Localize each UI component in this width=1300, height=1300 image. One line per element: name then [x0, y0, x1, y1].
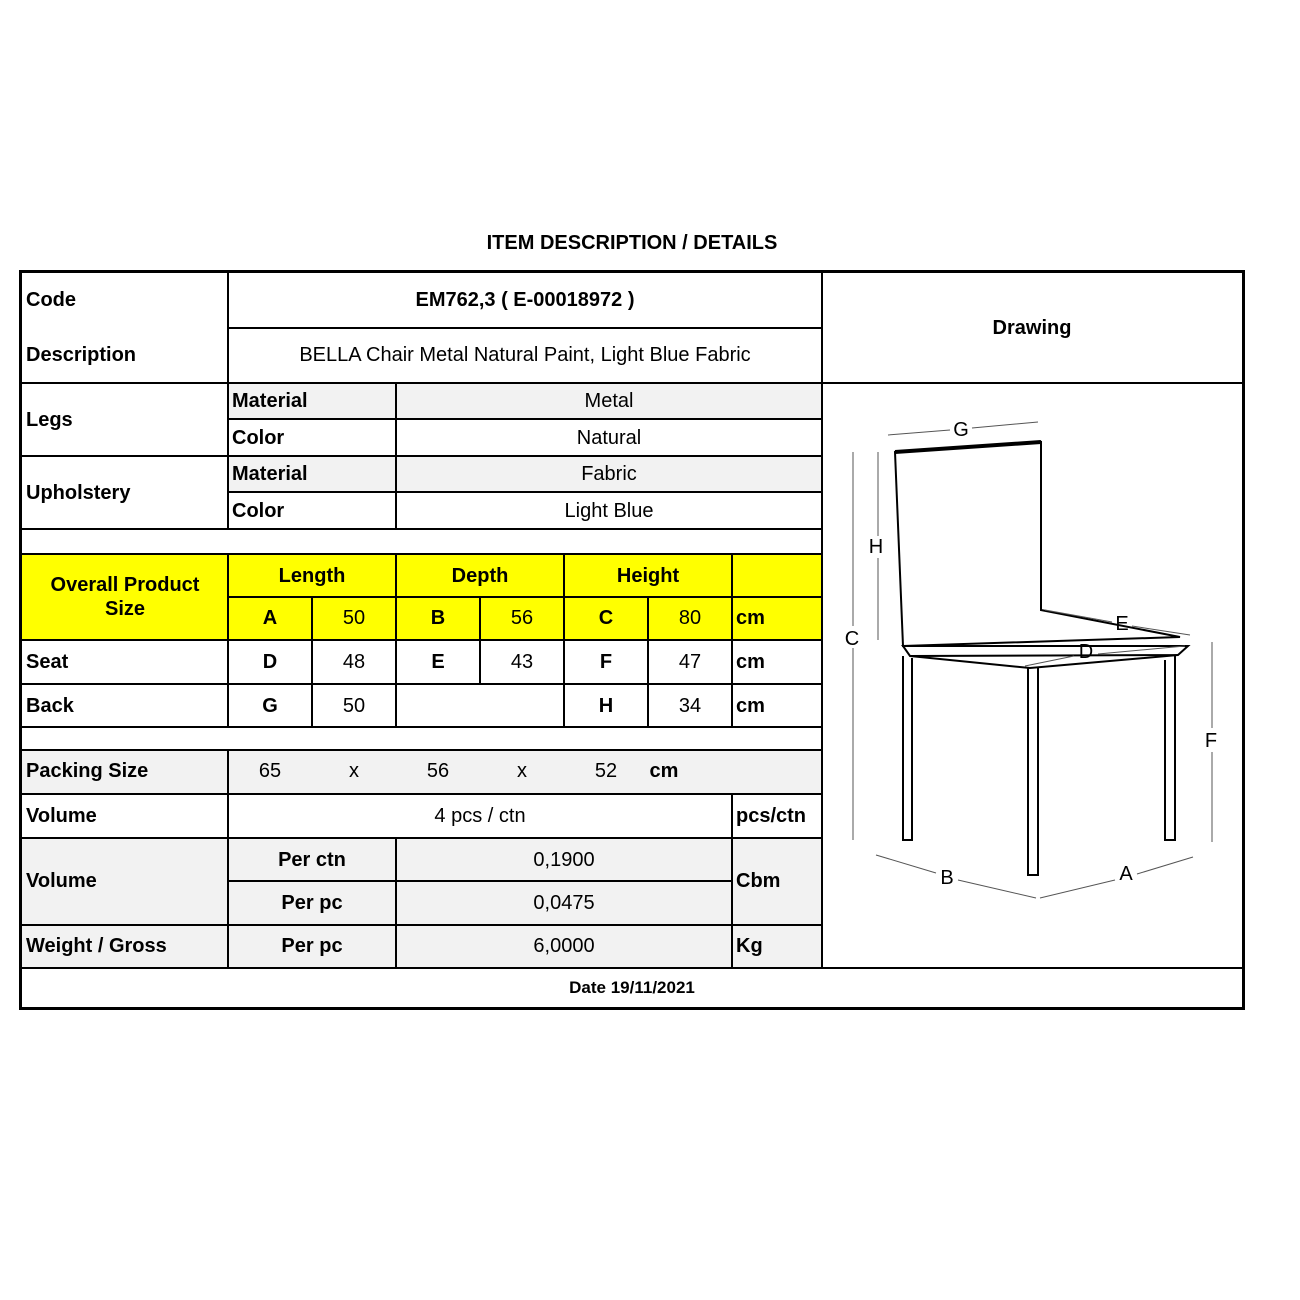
overall-h-code: C: [598, 607, 614, 629]
volume-pcs-unit: pcs/ctn: [736, 804, 807, 827]
back-l-value: 50: [342, 694, 366, 717]
grid-line: [22, 749, 822, 751]
volume-pcs-value: 4 pcs / ctn: [434, 804, 526, 827]
grid-line: [228, 418, 822, 420]
legs-color-value: Natural: [576, 426, 642, 449]
drawing-letter-g: G: [953, 419, 969, 441]
upholstery-material-label: Material: [232, 463, 308, 485]
details-sheet: [19, 270, 1245, 1010]
volume-cbm-label: Volume: [26, 870, 97, 892]
depth-header: Depth: [451, 564, 509, 587]
weight-unit: Kg: [736, 935, 763, 957]
grid-line: [731, 553, 733, 726]
grid-line: [22, 553, 822, 555]
upholstery-color-label: Color: [232, 499, 285, 522]
drawing-letter-h: H: [868, 536, 884, 558]
per-pc-label: Per pc: [281, 891, 343, 914]
weight-per-label: Per pc: [281, 935, 343, 957]
seat-l-code: D: [262, 650, 278, 673]
grid-line: [22, 924, 822, 926]
back-h-code: H: [598, 694, 614, 717]
packing-d: 56: [426, 760, 450, 782]
seat-unit: cm: [736, 650, 765, 673]
legs-color-label: Color: [232, 426, 285, 449]
seat-h-value: 47: [678, 650, 702, 673]
back-l-code: G: [262, 694, 278, 717]
upholstery-material-value: Fabric: [581, 463, 637, 485]
seat-d-code: E: [431, 650, 445, 673]
page-title: ITEM DESCRIPTION / DETAILS: [486, 232, 778, 254]
overall-h-value: 80: [678, 607, 702, 629]
height-header: Height: [616, 564, 680, 587]
grid-line: [395, 383, 397, 528]
back-unit: cm: [736, 694, 765, 717]
per-pc-value: 0,0475: [533, 891, 595, 914]
weight-value: 6,0000: [533, 935, 595, 957]
grid-line: [228, 491, 822, 493]
drawing-letter-c: C: [844, 628, 860, 650]
grid-line: [821, 273, 823, 967]
grid-line: [227, 553, 229, 726]
grid-line: [22, 455, 822, 457]
volume-cbm-unit: Cbm: [736, 870, 781, 892]
grid-line: [395, 837, 397, 967]
per-ctn-value: 0,1900: [533, 848, 595, 871]
overall-d-code: B: [430, 607, 446, 629]
upholstery-color-value: Light Blue: [564, 499, 654, 522]
grid-line: [395, 553, 397, 726]
grid-line: [228, 327, 822, 329]
grid-line: [22, 726, 822, 728]
grid-line: [647, 596, 649, 726]
legs-material-label: Material: [232, 390, 308, 412]
grid-line: [479, 596, 481, 683]
drawing-label: Drawing: [992, 316, 1072, 339]
grid-line: [22, 639, 822, 641]
description-value: BELLA Chair Metal Natural Paint, Light Blue Fabric: [299, 344, 751, 366]
grid-line: [22, 382, 1242, 384]
grid-line: [22, 837, 822, 839]
drawing-letter-a: A: [1119, 863, 1133, 885]
grid-line: [227, 273, 229, 528]
code-label: Code: [26, 289, 76, 311]
drawing-letter-b: B: [940, 867, 954, 889]
seat-l-value: 48: [342, 650, 366, 673]
grid-line: [731, 793, 733, 967]
per-ctn-label: Per ctn: [278, 848, 346, 871]
overall-size-label: Overall Product Size: [50, 573, 200, 620]
upholstery-label: Upholstery: [26, 481, 131, 504]
code-value: EM762,3 ( E-00018972 ): [415, 289, 635, 311]
packing-unit: cm: [649, 760, 679, 782]
back-label: Back: [26, 694, 74, 717]
weight-label: Weight / Gross: [26, 935, 167, 957]
grid-line: [22, 793, 822, 795]
drawing-letter-f: F: [1204, 730, 1218, 752]
grid-line: [563, 553, 565, 726]
date-footer: Date 19/11/2021: [569, 977, 695, 997]
grid-line: [311, 596, 313, 726]
packing-h: 52: [594, 760, 618, 782]
legs-label: Legs: [26, 408, 73, 431]
seat-label: Seat: [26, 650, 69, 673]
packing-label: Packing Size: [26, 760, 149, 782]
overall-unit: cm: [736, 607, 765, 629]
legs-material-value: Metal: [584, 390, 634, 412]
grid-line: [22, 967, 1242, 969]
drawing-letter-d: D: [1078, 641, 1094, 663]
overall-l-code: A: [262, 607, 278, 629]
packing-x1: x: [349, 760, 359, 782]
description-label: Description: [26, 344, 137, 366]
overall-l-value: 50: [342, 607, 366, 629]
length-header: Length: [278, 564, 346, 587]
seat-h-code: F: [599, 650, 613, 673]
drawing-letter-e: E: [1115, 613, 1129, 635]
packing-x2: x: [517, 760, 527, 782]
packing-l: 65: [258, 760, 282, 782]
volume-pcs-label: Volume: [26, 804, 97, 827]
back-h-value: 34: [678, 694, 702, 717]
grid-line: [22, 528, 822, 530]
grid-line: [22, 683, 822, 685]
overall-d-value: 56: [510, 607, 534, 629]
grid-line: [228, 880, 732, 882]
grid-line: [227, 749, 229, 967]
seat-d-value: 43: [510, 650, 534, 673]
